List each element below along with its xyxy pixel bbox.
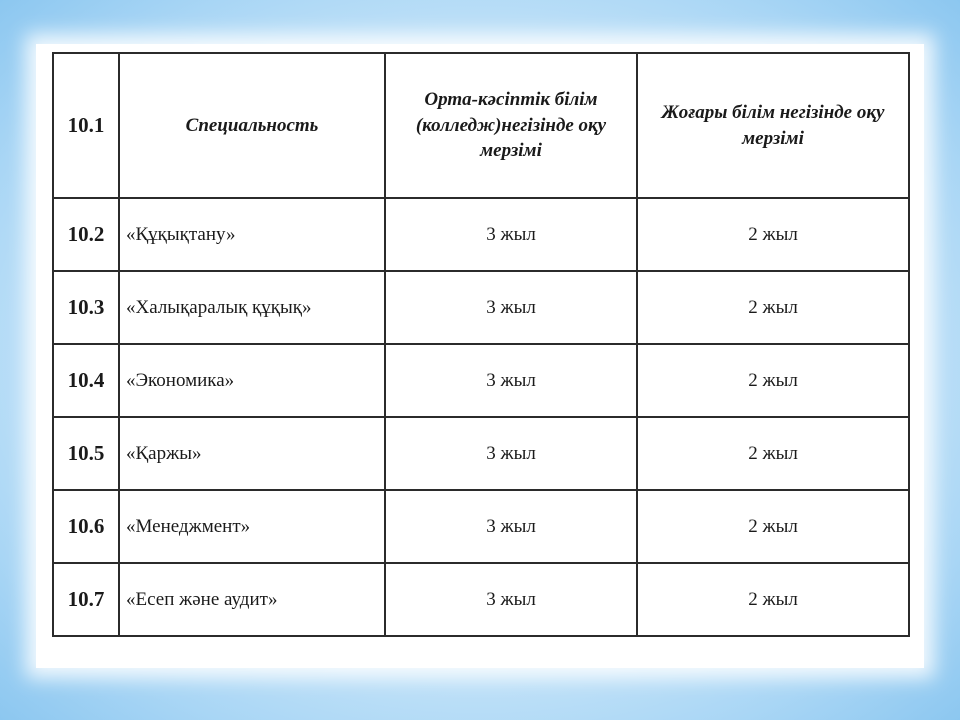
row-higher-duration: 2 жыл	[637, 271, 909, 344]
row-higher-duration: 2 жыл	[637, 198, 909, 271]
row-college-duration: 3 жыл	[385, 563, 637, 636]
table-row	[53, 563, 909, 636]
table-row	[53, 344, 909, 417]
header-higher-duration: Жоғары білім негізінде оқу мерзімі	[637, 53, 909, 198]
row-college-duration: 3 жыл	[385, 344, 637, 417]
row-higher-duration: 2 жыл	[637, 563, 909, 636]
row-number: 10.3	[53, 271, 119, 344]
table-header-row	[53, 53, 909, 198]
row-higher-duration: 2 жыл	[637, 490, 909, 563]
table-row	[53, 490, 909, 563]
table-row	[53, 417, 909, 490]
row-specialty: «Құқықтану»	[119, 198, 385, 271]
row-college-duration: 3 жыл	[385, 490, 637, 563]
row-number: 10.2	[53, 198, 119, 271]
row-number: 10.4	[53, 344, 119, 417]
row-specialty: «Қаржы»	[119, 417, 385, 490]
row-college-duration: 3 жыл	[385, 417, 637, 490]
header-number: 10.1	[53, 53, 119, 198]
header-specialty: Специальность	[119, 53, 385, 198]
row-higher-duration: 2 жыл	[637, 344, 909, 417]
specialty-table	[52, 52, 910, 637]
row-college-duration: 3 жыл	[385, 198, 637, 271]
row-number: 10.6	[53, 490, 119, 563]
row-college-duration: 3 жыл	[385, 271, 637, 344]
row-specialty: «Менеджмент»	[119, 490, 385, 563]
row-higher-duration: 2 жыл	[637, 417, 909, 490]
row-number: 10.7	[53, 563, 119, 636]
document-sheet	[36, 44, 924, 668]
header-college-duration: Орта-кәсіптік білім (колледж)негізінде оқу мерзімі	[385, 53, 637, 198]
row-number: 10.5	[53, 417, 119, 490]
row-specialty: «Халықаралық құқық»	[119, 271, 385, 344]
row-specialty: «Экономика»	[119, 344, 385, 417]
row-specialty: «Есеп және аудит»	[119, 563, 385, 636]
table-row	[53, 271, 909, 344]
table-row	[53, 198, 909, 271]
